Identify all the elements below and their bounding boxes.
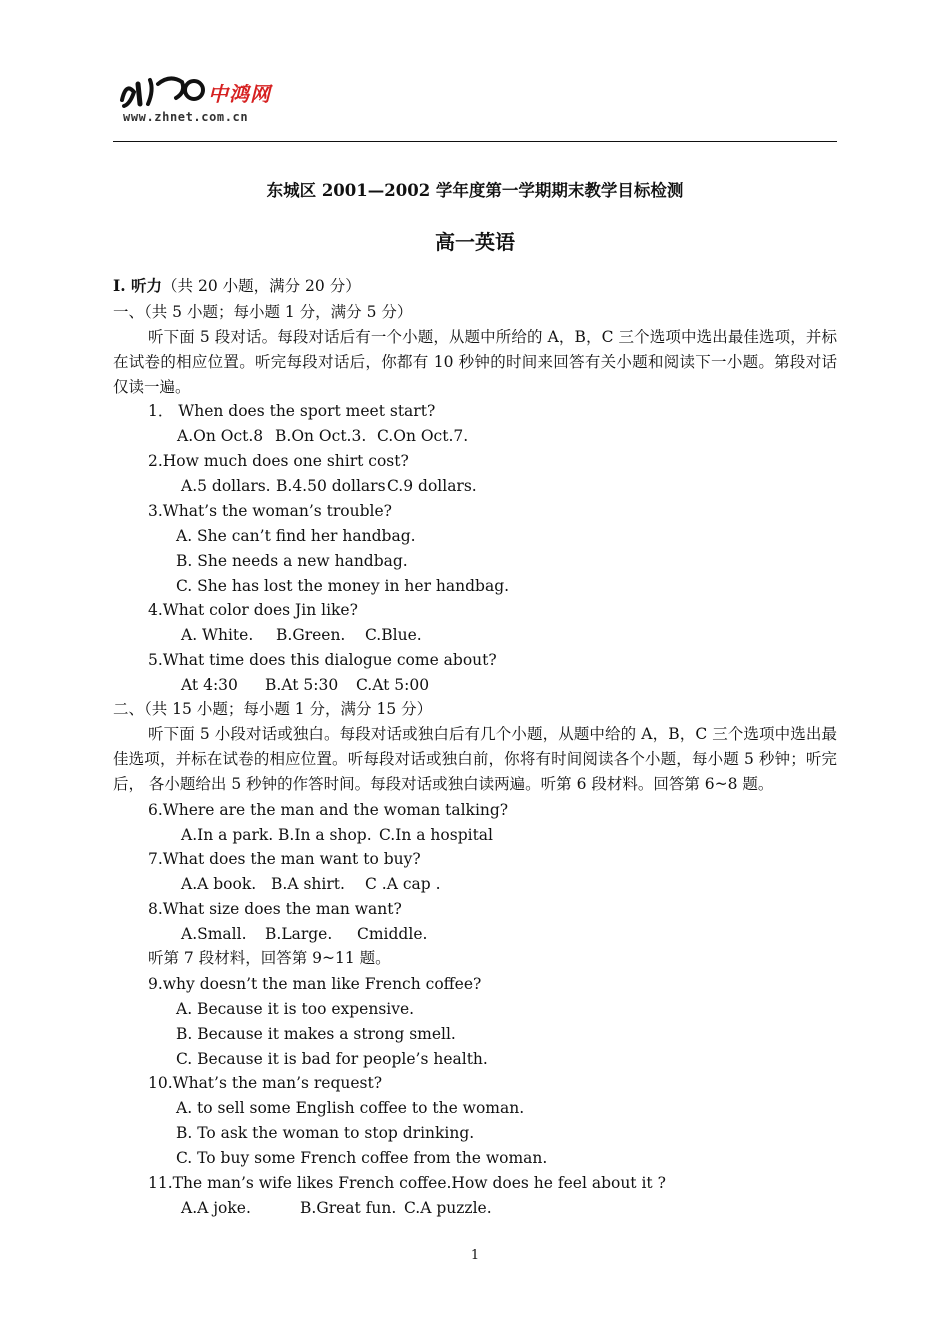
logo-chinese-text: 中鸿网 xyxy=(208,82,271,106)
section-heading xyxy=(113,276,361,296)
q3-option-a: A. She can’t find her handbag. xyxy=(176,527,416,545)
question-6-options xyxy=(181,825,493,845)
q9-option-a: A. Because it is too expensive. xyxy=(176,1000,415,1018)
subject-title: 高一英语 xyxy=(435,230,515,254)
q4-option-a: A. White. xyxy=(181,626,254,644)
q4-option-b: B.Green. xyxy=(276,626,346,644)
q1-option-c: C.On Oct.7. xyxy=(377,427,469,445)
q6-option-b: B.In a shop. xyxy=(278,826,372,844)
part1-instructions: 听下面 5 段对话。每段对话后有一个小题，从题中所给的 A，B，C 三个选项中选出最佳选项，并标在试卷的相应位置。听完每段对话后，你都有 10 秒钟的时间来回答有关小题和阅读下一小题。第段对话仅读一遍。 xyxy=(113,328,837,396)
q9-option-c: C. Because it is bad for people’s health. xyxy=(176,1050,488,1068)
question-10: 10.What’s the man’s request? xyxy=(148,1074,383,1092)
q8-option-b: B.Large. xyxy=(265,925,333,943)
question-9: 9.why doesn’t the man like French coffee? xyxy=(148,975,482,993)
q10-option-a: A. to sell some English coffee to the woman. xyxy=(176,1099,525,1117)
question-4: 4.What color does Jin like? xyxy=(148,601,358,619)
exam-title: 东城区 2001—2002 学年度第一学期期末教学目标检测 xyxy=(266,181,684,200)
q7-option-b: B.A shirt. xyxy=(271,875,345,893)
q2-option-a: A.5 dollars. xyxy=(181,477,271,495)
page-number: 1 xyxy=(470,1248,480,1263)
question-7-options xyxy=(181,874,441,894)
logo-url: www.zhnet.com.cn xyxy=(123,110,249,124)
q10-option-b: B. To ask the woman to stop drinking. xyxy=(176,1124,475,1142)
q7-option-a: A.A book. xyxy=(181,875,257,893)
q6-option-c: C.In a hospital xyxy=(379,826,494,844)
q2-option-c: C.9 dollars. xyxy=(387,477,477,495)
q6-option-a: A.In a park. xyxy=(181,826,274,844)
q4-option-c: C.Blue. xyxy=(365,626,422,644)
q2-option-b: B.4.50 dollars xyxy=(276,477,386,495)
question-11: 11.The man’s wife likes French coffee.How does he feel about it ? xyxy=(148,1174,666,1192)
question-8: 8.What size does the man want? xyxy=(148,900,402,918)
question-6: 6.Where are the man and the woman talking? xyxy=(148,801,509,819)
question-3: 3.What’s the woman’s trouble? xyxy=(148,502,392,520)
q3-option-b: B. She needs a new handbag. xyxy=(176,552,408,570)
header-rule xyxy=(113,141,837,142)
question-1-options xyxy=(177,426,468,446)
segment-7-note: 听第 7 段材料，回答第 9~11 题。 xyxy=(148,949,391,967)
q1-option-a: A.On Oct.8 xyxy=(177,427,264,445)
q1-option-b: B.On Oct.3. xyxy=(275,427,367,445)
q11-option-c: C.A puzzle. xyxy=(404,1199,492,1217)
part2-instructions: 听下面 5 小段对话或独白。每段对话或独白后有几个小题，从题中给的 A，B，C 三个选项中选出最佳选项，并标在试卷的相应位置。听每段对话或独白前，你将有时间阅读各个小题，每小题 5 秒钟；听完后， 各小题给出 5 秒钟的作答时间。每段对话或独白读两遍。听第 6 段材料。回答第 6~8 题。 xyxy=(113,725,837,793)
section-heading-label: Ⅰ. 听力 xyxy=(113,276,163,295)
question-5: 5.What time does this dialogue come about? xyxy=(148,651,497,669)
q11-option-a: A.A joke. xyxy=(181,1199,251,1217)
question-7: 7.What does the man want to buy? xyxy=(148,850,421,868)
q10-option-c: C. To buy some French coffee from the woman. xyxy=(176,1149,548,1167)
question-2-options xyxy=(181,476,477,496)
q5-option-a: At 4:30 xyxy=(181,676,238,694)
question-5-options xyxy=(181,675,429,695)
part2-heading: 二、（共 15 小题；每小题 1 分，满分 15 分） xyxy=(113,700,433,718)
question-8-options xyxy=(181,924,427,944)
q7-option-c: C .A cap . xyxy=(365,875,441,893)
q9-option-b: B. Because it makes a strong smell. xyxy=(176,1025,456,1043)
section-heading-note: （共 20 小题，满分 20 分） xyxy=(162,277,361,295)
q3-option-c: C. She has lost the money in her handbag. xyxy=(176,577,510,595)
part1-heading: 一、（共 5 小题；每小题 1 分，满分 5 分） xyxy=(113,303,413,321)
question-1: 1． When does the sport meet start? xyxy=(148,402,436,420)
q8-option-c: Cmiddle. xyxy=(357,925,428,943)
q11-option-b: B.Great fun. xyxy=(300,1199,397,1217)
question-11-options xyxy=(181,1198,492,1218)
q5-option-c: C.At 5:00 xyxy=(356,676,430,694)
question-4-options xyxy=(181,625,422,645)
q8-option-a: A.Small. xyxy=(181,925,247,943)
question-2: 2.How much does one shirt cost? xyxy=(148,452,409,470)
q5-option-b: B.At 5:30 xyxy=(265,676,339,694)
